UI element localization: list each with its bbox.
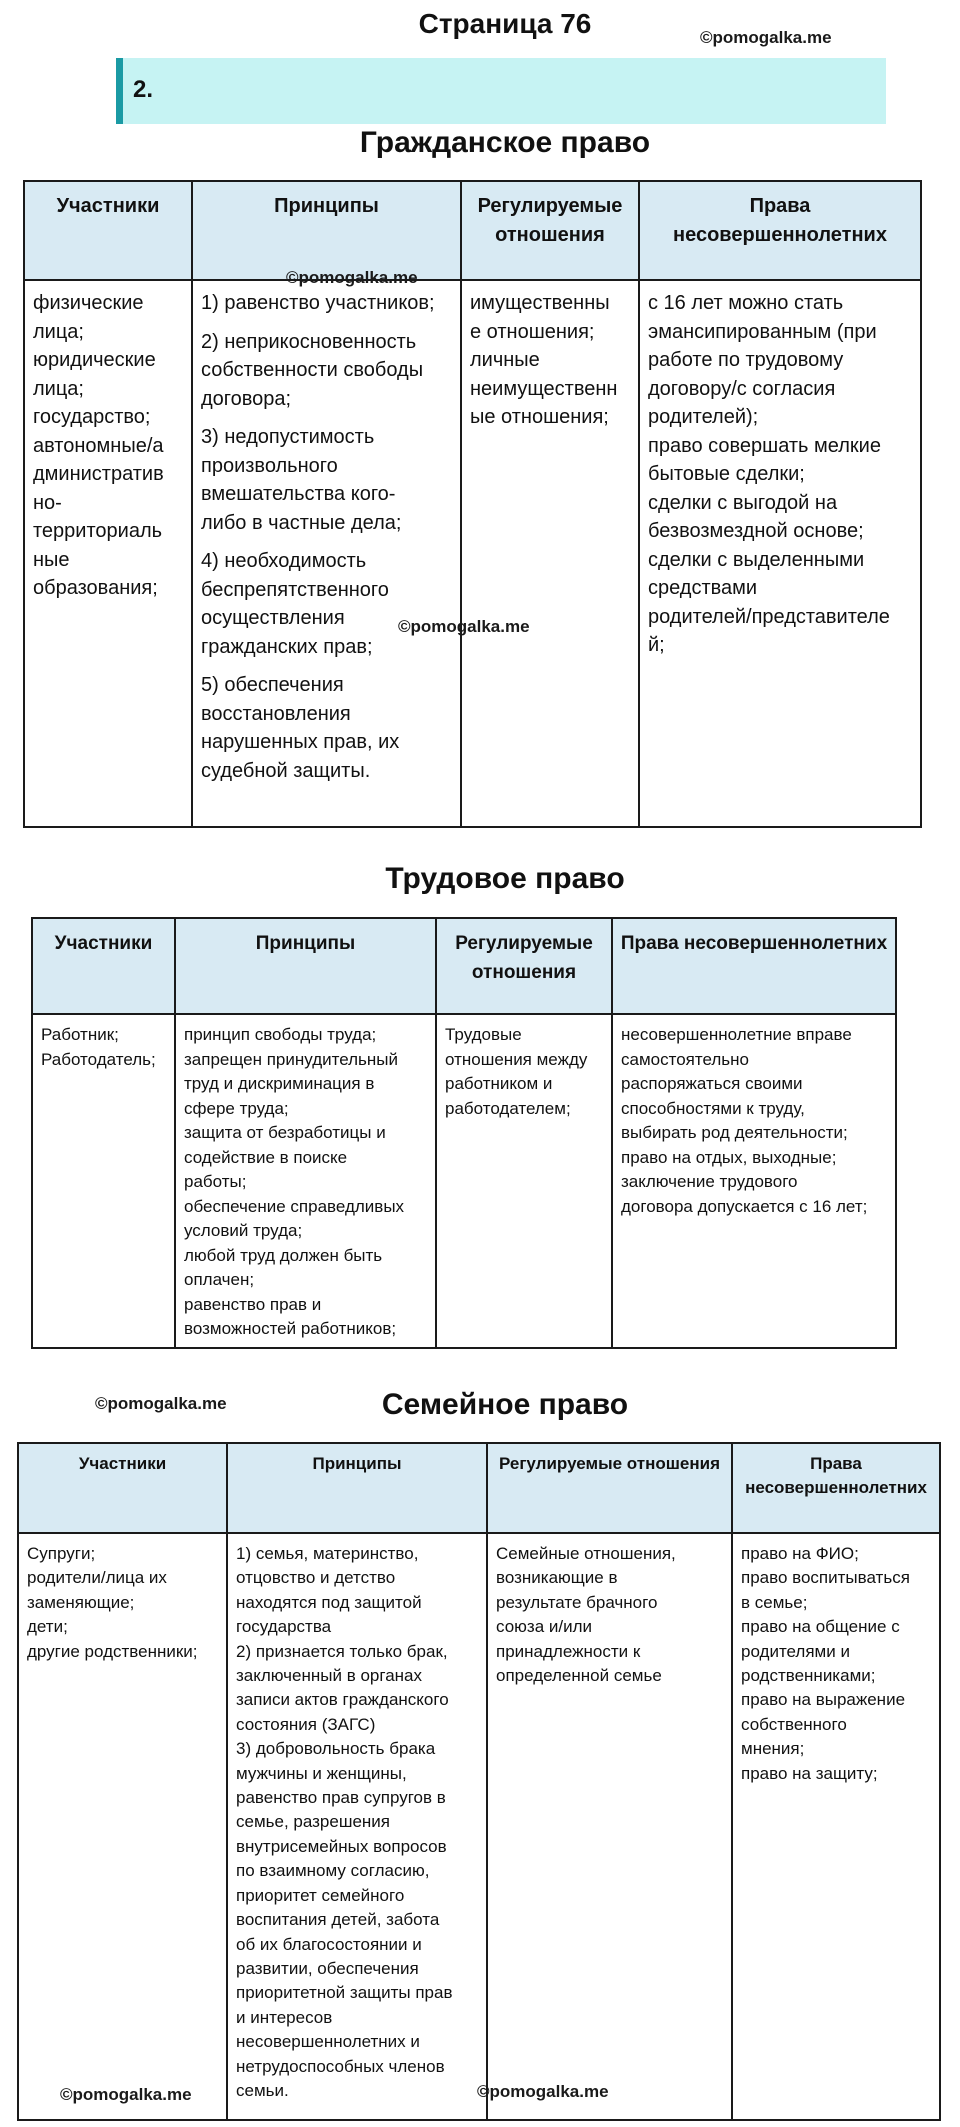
cell-relations	[461, 280, 639, 827]
text-line: защита от безработицы и	[184, 1123, 386, 1142]
cell-minors-rights	[732, 1533, 940, 2120]
minors-rights-text	[648, 289, 912, 660]
watermark-civil-1: ©pomogalka.me	[286, 268, 418, 287]
text-line: дминистратив	[33, 463, 164, 485]
text-line: 5) обеспечения	[201, 674, 344, 696]
header-relations: Регулируемые отношения	[461, 181, 639, 280]
text-line: способностями к труду,	[621, 1098, 805, 1118]
principle-item	[201, 328, 452, 414]
text-line: юридические	[33, 349, 156, 371]
text-line: выбирать род деятельности;	[621, 1123, 848, 1142]
participants-text	[33, 289, 183, 603]
text-line: средствами	[648, 577, 758, 599]
text-line: право на общение с	[741, 1617, 900, 1637]
header-principles: Принципы	[175, 918, 436, 1014]
watermark-family-1: ©pomogalka.me	[95, 1394, 227, 1413]
header-participants: Участники	[18, 1443, 227, 1533]
text-line: семьи.	[236, 2080, 289, 2100]
text-line: безвозмездной основе;	[648, 520, 864, 542]
text-line: по взаимному согласию,	[236, 1861, 430, 1881]
text-line: семье, разрешения	[236, 1812, 391, 1832]
text-line: труд и дискриминация в	[184, 1074, 375, 1093]
participants-text	[41, 1023, 166, 1072]
minors-rights-text	[741, 1542, 931, 1786]
text-line: сделки с выгодой на	[648, 491, 838, 514]
text-line: работе по трудовому	[648, 349, 844, 371]
text-line: воспитания детей, забота	[236, 1910, 440, 1930]
task-number-bar	[116, 58, 886, 124]
text-line: родителей);	[648, 406, 759, 428]
text-line: заменяющие;	[27, 1592, 135, 1612]
header-minors-rights: Права несовершеннолетних	[732, 1443, 940, 1533]
text-line: е отношения;	[470, 320, 595, 343]
text-line: нарушенных прав, их	[201, 731, 400, 753]
text-line: территориаль	[33, 520, 163, 542]
text-line: возникающие в	[496, 1568, 618, 1588]
text-line: но-	[33, 491, 62, 514]
principles-text	[236, 1542, 478, 2103]
text-line: равенство прав и	[184, 1294, 322, 1314]
text-line: и интересов	[236, 2007, 333, 2027]
text-line: 1) семья, материнство,	[236, 1544, 419, 1563]
text-line: сфере труда;	[184, 1098, 289, 1118]
text-line: вмешательства кого-	[201, 483, 396, 505]
text-line: беспрепятственного	[201, 578, 389, 601]
text-line: образования;	[33, 577, 158, 599]
text-line: приоритет семейного	[236, 1885, 405, 1905]
text-line: возможностей работников;	[184, 1319, 397, 1338]
text-line: право совершать мелкие	[648, 434, 881, 457]
text-line: 3) недопустимость	[201, 426, 375, 448]
table-row	[18, 1533, 940, 2120]
text-line: 2) неприкосновенность	[201, 330, 417, 353]
text-line: приоритетной защиты прав	[236, 1983, 453, 2003]
text-line: условий труда;	[184, 1221, 303, 1240]
text-line: право на выражение	[741, 1690, 906, 1710]
relations-text	[496, 1542, 723, 1688]
header-principles: Принципы	[192, 181, 461, 280]
text-line: нетрудоспособных членов	[236, 2056, 445, 2076]
text-line: развитии, обеспечения	[236, 1958, 419, 1978]
watermark-top: ©pomogalka.me	[700, 28, 832, 47]
text-line: право на отдых, выходные;	[621, 1147, 837, 1167]
text-line: самостоятельно	[621, 1049, 749, 1069]
labor-law-table	[31, 917, 897, 1349]
text-line: 3) добровольность брака	[236, 1739, 436, 1759]
section-title-civil: Гражданское право	[359, 126, 651, 159]
relations-text	[445, 1023, 603, 1121]
text-line: государства	[236, 1617, 332, 1637]
text-line: отношения между	[445, 1049, 588, 1069]
header-participants: Участники	[32, 918, 175, 1014]
text-line: заключенный в органах	[236, 1666, 422, 1686]
text-line: лица;	[33, 320, 84, 343]
text-line: определенной семье	[496, 1666, 662, 1686]
cell-participants	[32, 1014, 175, 1348]
principle-item	[201, 547, 452, 661]
text-line: договора допускается с 16 лет;	[621, 1196, 868, 1216]
text-line: дети;	[27, 1617, 68, 1637]
text-line: восстановления	[201, 702, 351, 725]
table-header-row	[24, 181, 921, 280]
text-line: й;	[648, 634, 665, 656]
text-line: судебной защиты.	[201, 759, 371, 782]
text-line: 2) признается только брак,	[236, 1641, 448, 1661]
section-title-labor: Трудовое право	[385, 862, 625, 895]
text-line: собственности свободы	[201, 359, 424, 381]
text-line: с 16 лет можно стать	[648, 292, 844, 314]
text-line: право воспитываться	[741, 1568, 910, 1588]
text-line: внутрисемейных вопросов	[236, 1836, 447, 1856]
text-line: запрещен принудительный	[184, 1049, 398, 1069]
principles-text	[184, 1023, 427, 1342]
text-line: принцип свободы труда;	[184, 1025, 377, 1044]
relations-text	[470, 289, 630, 432]
text-line: другие родственники;	[27, 1641, 198, 1661]
cell-participants	[24, 280, 192, 827]
cell-participants	[18, 1533, 227, 2120]
header-participants: Участники	[24, 181, 192, 280]
text-line: заключение трудового	[621, 1172, 798, 1191]
cell-principles	[227, 1533, 487, 2120]
text-line: либо в частные дела;	[201, 511, 402, 534]
cell-minors-rights	[639, 280, 921, 827]
family-law-table	[17, 1442, 941, 2121]
text-line: равенство прав супругов в	[236, 1788, 446, 1808]
text-line: содействие в поиске	[184, 1147, 348, 1167]
table-header-row	[18, 1443, 940, 1533]
text-line: ые отношения;	[470, 406, 609, 428]
header-relations: Регулируемые отношения	[436, 918, 612, 1014]
task-number: 2.	[133, 76, 154, 103]
text-line: произвольного	[201, 454, 338, 477]
text-line: ные	[33, 548, 70, 571]
watermark-bottom-center: ©pomogalka.me	[477, 2082, 609, 2101]
text-line: обеспечение справедливых	[184, 1196, 405, 1216]
text-line: несовершеннолетних и	[236, 2032, 420, 2052]
participants-text	[27, 1542, 218, 1664]
text-line: право на ФИО;	[741, 1544, 859, 1563]
watermark-civil-2: ©pomogalka.me	[398, 617, 530, 636]
page-title: Страница 76	[418, 8, 592, 39]
table-header-row	[32, 918, 896, 1014]
text-line: работы;	[184, 1172, 247, 1191]
text-line: Семейные отношения,	[496, 1544, 676, 1563]
text-line: бытовые сделки;	[648, 463, 805, 485]
text-line: государство;	[33, 406, 151, 428]
text-line: договора;	[201, 387, 292, 410]
text-line: эмансипированным (при	[648, 320, 877, 343]
text-line: Работодатель;	[41, 1049, 156, 1069]
text-line: осуществления	[201, 607, 345, 629]
principles-text	[201, 289, 452, 785]
cell-relations	[436, 1014, 612, 1348]
text-line: записи актов гражданского	[236, 1690, 449, 1710]
text-line: 4) необходимость	[201, 550, 367, 572]
cell-principles	[175, 1014, 436, 1348]
table-row	[32, 1014, 896, 1348]
text-line: Супруги;	[27, 1544, 96, 1563]
text-line: родителями и	[741, 1641, 850, 1661]
text-line: лица;	[33, 377, 84, 400]
text-line: автономные/а	[33, 434, 164, 457]
text-line: любой труд должен быть	[184, 1245, 383, 1265]
text-line: оплачен;	[184, 1270, 255, 1289]
cell-principles	[192, 280, 461, 827]
table-row	[24, 280, 921, 827]
header-principles: Принципы	[227, 1443, 487, 1533]
header-minors-rights: Права несовершеннолетних	[612, 918, 896, 1014]
text-line: родственниками;	[741, 1666, 876, 1686]
header-minors-rights: Права несовершеннолетних	[639, 181, 921, 280]
text-line: родители/лица их	[27, 1568, 167, 1588]
text-line: принадлежности к	[496, 1641, 641, 1661]
text-line: мнения;	[741, 1739, 805, 1759]
principle-item	[201, 423, 452, 537]
text-line: в семье;	[741, 1592, 808, 1612]
text-line: работодателем;	[445, 1098, 571, 1118]
section-title-family: Семейное право	[381, 1388, 629, 1421]
text-line: 1) равенство участников;	[201, 292, 435, 314]
text-line: находятся под защитой	[236, 1592, 422, 1612]
text-line: несовершеннолетние вправе	[621, 1025, 852, 1044]
text-line: работником и	[445, 1074, 553, 1093]
text-line: собственного	[741, 1714, 847, 1734]
text-line: мужчины и женщины,	[236, 1763, 407, 1783]
cell-relations	[487, 1533, 732, 2120]
text-line: Работник;	[41, 1025, 119, 1044]
text-line: распоряжаться своими	[621, 1074, 803, 1093]
text-line: право на защиту;	[741, 1763, 878, 1783]
text-line: состояния (ЗАГС)	[236, 1714, 376, 1734]
text-line: физические	[33, 292, 144, 314]
cell-minors-rights	[612, 1014, 896, 1348]
header-relations: Регулируемые отношения	[487, 1443, 732, 1533]
text-line: гражданских прав;	[201, 635, 373, 658]
text-line: отцовство и детство	[236, 1568, 396, 1588]
text-line: родителей/представителе	[648, 605, 890, 628]
watermark-bottom-left: ©pomogalka.me	[60, 2085, 192, 2104]
text-line: неимущественн	[470, 377, 618, 400]
text-line: об их благосостоянии и	[236, 1934, 422, 1954]
principle-item	[201, 289, 452, 318]
civil-law-table	[23, 180, 922, 828]
text-line: союза и/или	[496, 1617, 592, 1637]
text-line: сделки с выделенными	[648, 548, 865, 571]
text-line: личные	[470, 349, 540, 371]
text-line: Трудовые	[445, 1025, 522, 1044]
text-line: результате брачного	[496, 1592, 658, 1612]
principle-item	[201, 671, 452, 785]
minors-rights-text	[621, 1023, 887, 1219]
text-line: имущественны	[470, 292, 610, 314]
text-line: договору/с согласия	[648, 377, 836, 400]
